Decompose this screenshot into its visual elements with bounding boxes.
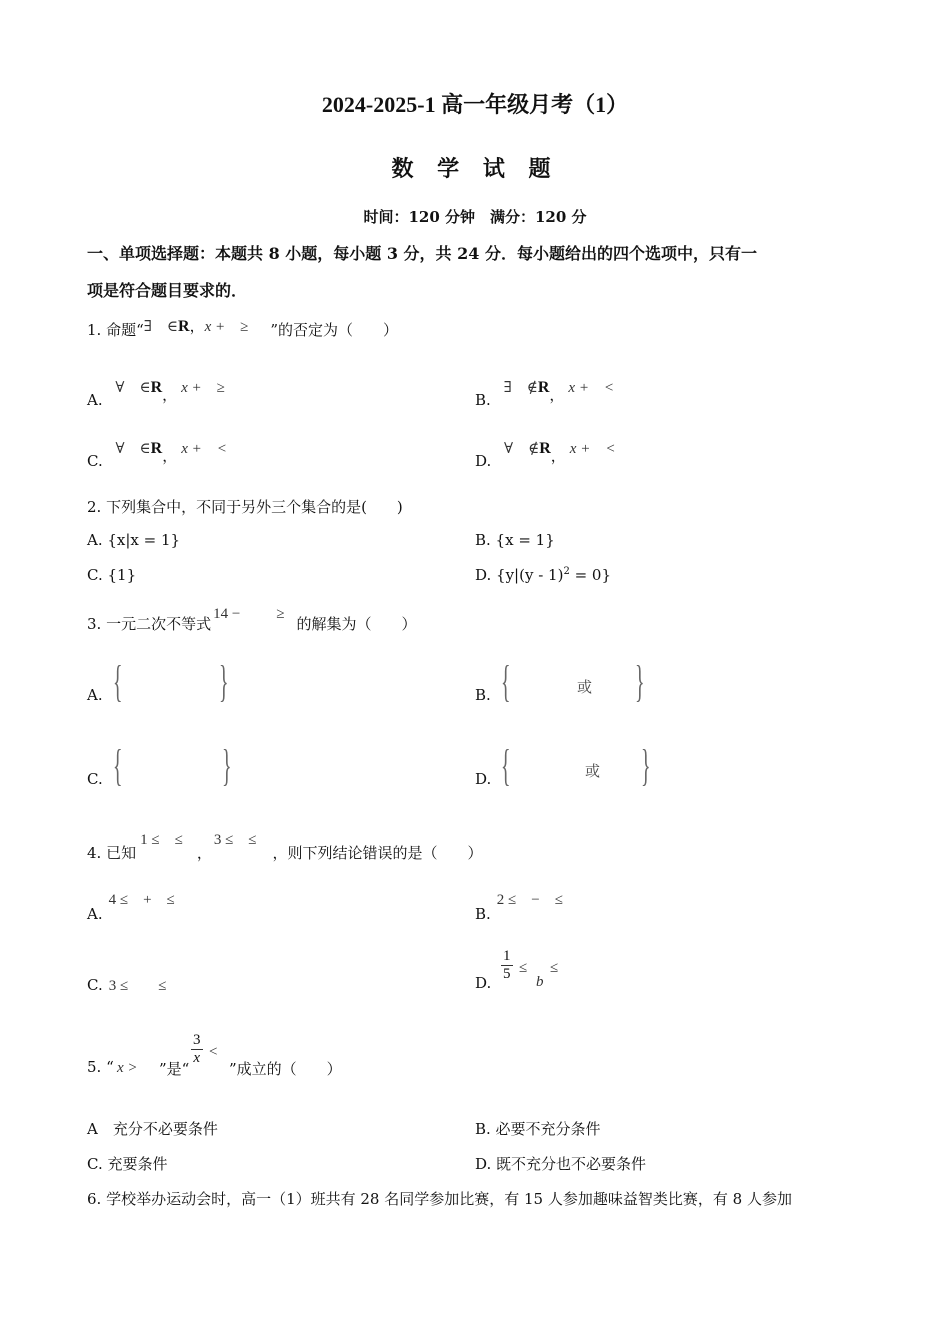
q2-option-a[interactable]: A. {x|x = 1}	[87, 531, 181, 549]
q4-option-c-label: C.	[87, 976, 103, 994]
q4-prefix: 4. 已知	[87, 844, 137, 862]
q2-option-b[interactable]: B. {x = 1}	[475, 531, 555, 549]
section-heading-line1: 一、单项选择题：本题共 8 小题，每小题 3 分，共 24 分．每小题给出的四个选项中，只有一	[87, 244, 757, 263]
q1-option-a-label: A.	[87, 391, 103, 409]
q3-option-a-brace-open: {	[113, 657, 123, 706]
q1-option-b-label: B.	[475, 391, 491, 409]
q1-option-c-m3: x + <	[181, 441, 227, 457]
q4-option-a[interactable]	[87, 888, 175, 923]
q3-option-b-label: B.	[475, 686, 491, 704]
q4-math-2: 3 ≤ ≤	[213, 832, 257, 848]
q5-option-c[interactable]: C. 充要条件	[87, 1155, 168, 1173]
q3-option-d-brace-close: }	[641, 741, 651, 790]
q1-option-b[interactable]	[475, 376, 615, 409]
q3-option-b-brace-open: {	[501, 657, 511, 706]
q4-option-a-label: A.	[87, 905, 103, 923]
q5-math-1: x >	[117, 1060, 138, 1076]
q2-option-d[interactable]	[475, 566, 611, 584]
q1-option-d-R: R	[539, 440, 551, 457]
q1-option-b-comma: ，	[549, 386, 565, 404]
exam-meta: 时间：120 分钟 满分：120 分	[363, 208, 587, 226]
q5-option-a[interactable]: A 充分不必要条件	[87, 1120, 218, 1138]
q1-option-b-R: R	[537, 379, 550, 396]
q3-option-a-brace-close: }	[219, 657, 229, 706]
q4-suffix: ，则下列结论错误的是（ ）	[272, 844, 483, 862]
question-4	[87, 832, 483, 863]
q1-option-a-comma: ，	[162, 386, 178, 404]
q4-option-d-label: D.	[475, 974, 492, 992]
q3-option-c-brace-close: }	[222, 741, 232, 790]
q4-option-c-math: 3 ≤ ≤	[108, 978, 167, 994]
q1-option-c-comma: ，	[162, 447, 178, 465]
q3-option-d-label: D.	[475, 770, 492, 788]
exam-title: 2024-2025-1 高一年级月考（1）	[321, 92, 629, 117]
q3-option-a-label: A.	[87, 686, 103, 704]
q1-option-d-label: D.	[475, 452, 492, 470]
question-6: 6. 学校举办运动会时，高一（1）班共有 28 名同学参加比赛，有 15 人参加趣味益智类比赛，有 8 人参加	[87, 1190, 792, 1208]
q3-option-c-brace-open: {	[113, 741, 123, 790]
question-2: 2. 下列集合中，不同于另外三个集合的是( )	[87, 498, 403, 516]
q3-option-c[interactable]	[87, 741, 287, 798]
q3-option-d-brace-open: {	[501, 741, 511, 790]
q1-option-a-R: R	[150, 379, 163, 396]
q3-option-d-or: 或	[585, 762, 601, 780]
q5-option-b[interactable]: B. 必要不充分条件	[475, 1120, 601, 1138]
q3-math-2: ≥	[276, 606, 285, 622]
q1-option-c-m1: ∀ ∈	[115, 441, 151, 457]
q3-option-d[interactable]	[475, 741, 675, 798]
question-1	[87, 319, 398, 340]
q4-option-b[interactable]	[475, 888, 563, 923]
q1-option-c[interactable]	[87, 437, 227, 470]
q5-frac-den: x	[193, 1050, 201, 1066]
q1-option-a-m3: x + ≥	[181, 380, 225, 396]
q1-option-c-label: C.	[87, 452, 103, 470]
q1-math-exists: ∃ ∈	[143, 319, 178, 335]
q1-math-comma: ，	[189, 317, 205, 335]
q5-prefix: 5. “	[87, 1058, 114, 1076]
q5-mid: ”是“	[159, 1060, 190, 1078]
q1-math-R: R	[178, 318, 190, 335]
q1-option-d-m1: ∀ ∉	[504, 441, 540, 457]
q1-option-b-m3: x + <	[568, 380, 615, 396]
q1-option-a-m1: ∀ ∈	[115, 380, 151, 396]
q5-frac-num: 3	[193, 1032, 201, 1048]
question-3	[87, 606, 417, 634]
q4-option-d-fraction	[501, 948, 513, 983]
question-5	[87, 1032, 487, 1080]
q1-option-a[interactable]	[87, 376, 225, 409]
q3-option-b-brace-close: }	[635, 657, 645, 706]
q4-comma: ，	[196, 844, 212, 862]
q1-math-expr: x + ≥	[204, 319, 249, 335]
q2-option-d-pre: D. {y|(y - 1)	[475, 566, 564, 584]
q1-option-b-m1: ∃ ∉	[503, 380, 538, 396]
q1-option-d-comma: ，	[550, 447, 566, 465]
q3-option-a[interactable]	[87, 657, 287, 714]
q4-math-1: 1 ≤ ≤	[140, 832, 183, 848]
q5-math-2: <	[209, 1044, 218, 1060]
q4-option-d-b: b	[536, 974, 544, 990]
q1-suffix: ”的否定为（ ）	[270, 321, 399, 339]
q5-suffix: ”成立的（ ）	[229, 1060, 342, 1078]
exam-subtitle: 数 学 试 题	[391, 156, 559, 182]
q5-fraction	[191, 1032, 203, 1067]
q3-option-b[interactable]	[475, 657, 675, 714]
q4-option-d-frac-den: 5	[503, 966, 511, 982]
q4-option-d-le2: ≤	[550, 960, 559, 976]
section-heading-line2: 项是符合题目要求的．	[87, 281, 248, 300]
q1-option-d[interactable]	[475, 437, 616, 470]
q4-option-c[interactable]	[87, 974, 166, 995]
q5-option-d[interactable]: D. 既不充分也不必要条件	[475, 1155, 647, 1173]
q4-option-b-math: 2 ≤ − ≤	[496, 892, 563, 908]
q2-option-c[interactable]: C. {1}	[87, 566, 137, 584]
q3-option-b-or: 或	[577, 678, 593, 696]
q4-option-b-label: B.	[475, 905, 491, 923]
q3-math-1: 14 −	[213, 606, 241, 622]
q1-option-d-m3: x + <	[569, 441, 616, 457]
q2-option-d-sup: 2	[563, 566, 570, 577]
q3-option-c-label: C.	[87, 770, 103, 788]
q3-prefix: 3. 一元二次不等式	[87, 615, 212, 633]
q1-prefix: 1. 命题“	[87, 321, 144, 339]
q1-option-c-R: R	[150, 440, 163, 457]
q4-option-d-le1: ≤	[519, 960, 528, 976]
q4-option-d-frac-num: 1	[503, 948, 511, 964]
q2-option-d-post: = 0}	[569, 566, 612, 584]
q4-option-a-math: 4 ≤ + ≤	[108, 892, 175, 908]
q3-suffix: 的解集为（ ）	[296, 615, 417, 633]
